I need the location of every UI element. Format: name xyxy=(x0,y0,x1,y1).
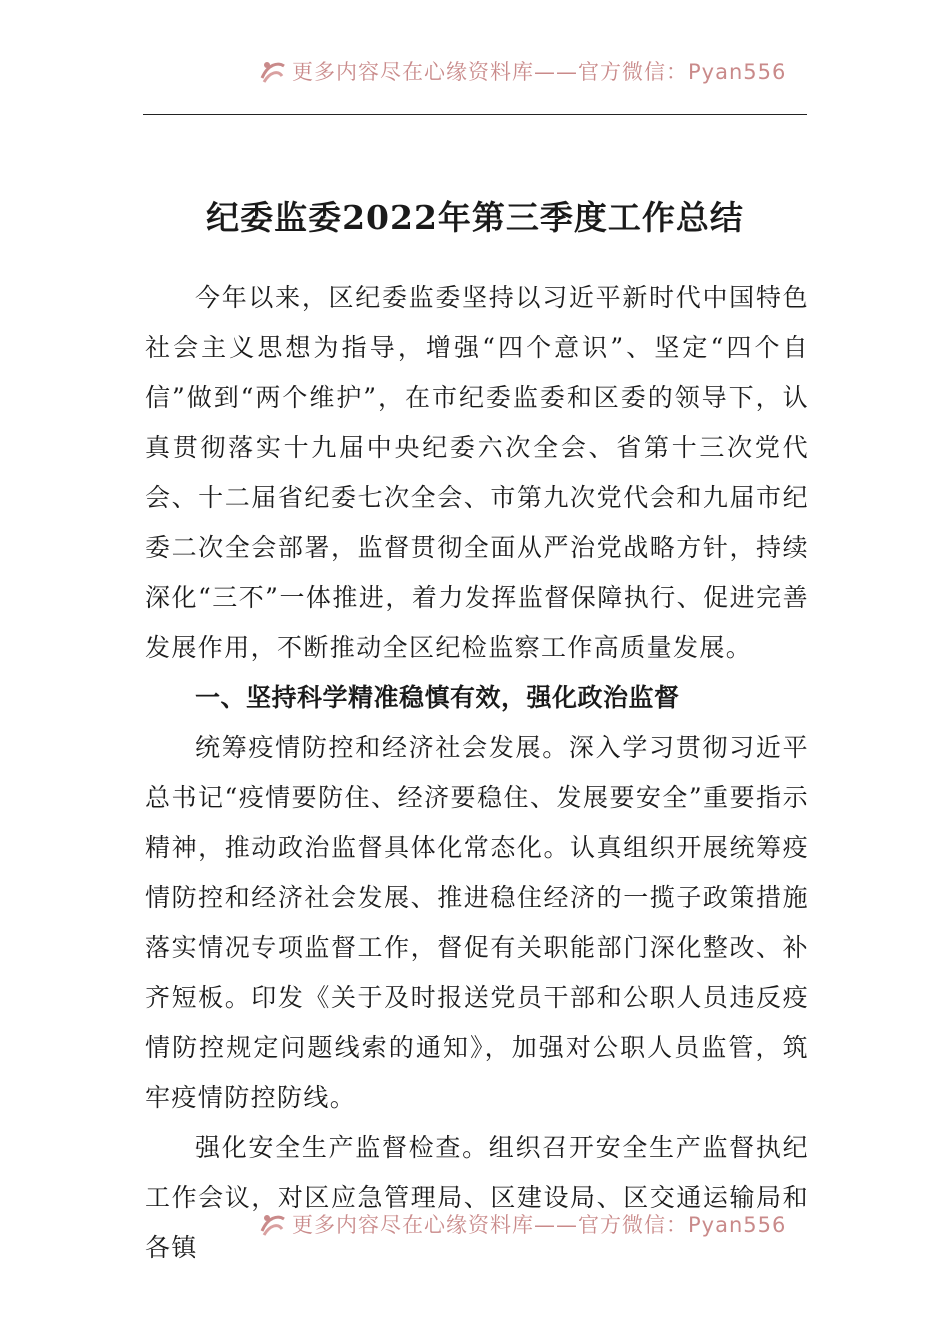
section-heading-1: 一、坚持科学精准稳慎有效，强化政治监督 xyxy=(195,683,680,712)
watermark-logo-icon xyxy=(258,56,288,86)
document-body xyxy=(145,273,809,1273)
document-title: 纪委监委2022年第三季度工作总结 xyxy=(206,198,744,238)
watermark-logo-icon xyxy=(258,1209,288,1239)
header-rule xyxy=(143,114,807,115)
watermark-text: 更多内容尽在心缘资料库——官方微信：Pyan556 xyxy=(292,60,787,84)
watermark-footer xyxy=(258,1209,786,1239)
watermark-text: 更多内容尽在心缘资料库——官方微信：Pyan556 xyxy=(292,1213,787,1237)
section1-paragraph-1: 统筹疫情防控和经济社会发展。深入学习贯彻习近平总书记“疫情要防住、经济要稳住、发展要安全”重要指示精神，推动政治监督具体化常态化。认真组织开展统筹疫情防控和经济社会发展、推进稳住经济的一揽子政策措施落实情况专项监督工作，督促有关职能部门深化整改、补齐短板。印发《关于及时报送党员干部和公职人员违反疫情防控规定问题线索的通知》，加强对公职人员监管，筑牢疫情防控防线。 xyxy=(145,733,809,1112)
section1-paragraph-2: 强化安全生产监督检查。组织召开安全生产监督执纪工作会议，对区应急管理局、区建设局、区交通运输局和各镇 xyxy=(145,1133,809,1262)
intro-paragraph: 今年以来，区纪委监委坚持以习近平新时代中国特色社会主义思想为指导，增强“四个意识”、坚定“四个自信”做到“两个维护”，在市纪委监委和区委的领导下，认真贯彻落实十九届中央纪委六次全会、省第十三次党代会、十二届省纪委七次全会、市第九次党代会和九届市纪委二次全会部署，监督贯彻全面从严治党战略方针，持续深化“三不”一体推进，着力发挥监督保障执行、促进完善发展作用，不断推动全区纪检监察工作高质量发展。 xyxy=(145,283,809,662)
watermark-header xyxy=(258,56,786,86)
